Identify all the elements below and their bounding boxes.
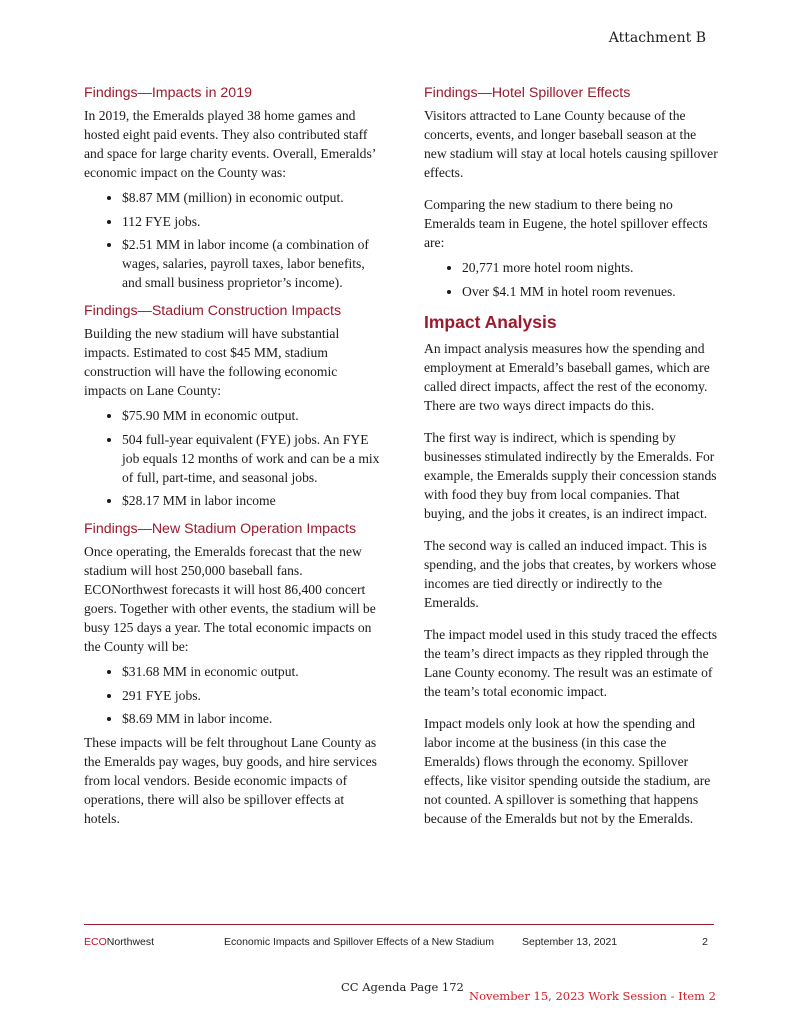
bullet-list-hotel-spillover bbox=[424, 258, 720, 301]
heading-stadium-construction: Findings—Stadium Construction Impacts bbox=[84, 303, 342, 319]
attachment-label: Attachment B bbox=[608, 30, 706, 46]
footer-brand-eco: ECO bbox=[84, 936, 107, 948]
paragraph-impact-analysis-4: The impact model used in this study traced the effects the team’s direct impacts as they rippled through the Lane County economy. The result was an estimate of the team’s total economic impact. bbox=[424, 626, 718, 699]
paragraph-impact-analysis-2: The first way is indirect, which is spending by businesses stimulated indirectly by the Emeralds. For example, the Emeralds supply their concession stands with food they buy from local companies. That buying, and the jobs it creates, is an indirect impact. bbox=[424, 429, 717, 521]
right-column bbox=[424, 84, 720, 841]
bullet-list-stadium-construction bbox=[84, 406, 380, 510]
footer-page-number: 2 bbox=[702, 936, 708, 948]
list-item: • $28.17 MM in labor income bbox=[122, 491, 380, 510]
paragraph-stadium-operation: Once operating, the Emeralds forecast that the new stadium will host 250,000 baseball fans. ECONorthwest forecasts it will host 86,400 concert goers. Together with other events, the stadium will be busy 125 days a year. The total economic impacts on the County will be: bbox=[84, 544, 376, 654]
list-item: • Over $4.1 MM in hotel room revenues. bbox=[462, 282, 720, 301]
paragraph-impact-analysis-1: An impact analysis measures how the spending and employment at Emerald’s baseball games, which are called direct impacts, affect the rest of the economy. There are two ways direct impacts do this. bbox=[424, 340, 710, 413]
list-item: • 20,771 more hotel room nights. bbox=[462, 258, 720, 277]
left-column bbox=[84, 84, 380, 841]
paragraph-stadium-operation-2: These impacts will be felt throughout Lane County as the Emeralds pay wages, buy goods, and hire services from local vendors. Beside economic impacts of operations, there will also be spillover effects at hotels. bbox=[84, 734, 377, 826]
paragraph-impacts-2019: In 2019, the Emeralds played 38 home games and hosted eight paid events. They also contributed staff and space for large charity events. Overall, Emeralds’ economic impact on the County was: bbox=[84, 108, 376, 180]
list-item: • 291 FYE jobs. bbox=[122, 686, 380, 705]
bullet-list-impacts-2019 bbox=[84, 188, 380, 292]
agenda-page-stamp: CC Agenda Page 172 bbox=[341, 980, 464, 994]
paragraph-hotel-spillover-1: Visitors attracted to Lane County because of the concerts, events, and longer baseball season at the new stadium will stay at local hotels causing spillover effects. bbox=[424, 108, 718, 180]
paragraph-impact-analysis-3: The second way is called an induced impact. This is spending, and the jobs that creates, by workers whose incomes are tied directly or indirectly to the Emeralds. bbox=[424, 537, 717, 610]
heading-impact-analysis: Impact Analysis bbox=[424, 311, 557, 332]
work-session-stamp: November 15, 2023 Work Session - Item 2 bbox=[469, 989, 717, 1003]
list-item: • 112 FYE jobs. bbox=[122, 212, 380, 231]
footer-brand bbox=[84, 936, 154, 948]
paragraph-impact-analysis-5: Impact models only look at how the spending and labor income at the business (in this case the Emeralds) flows through the economy. Spillover effects, like visitor spending outside the stadium, are not counted. A spillover is something that happens because of the Emeralds but not by the Emeralds. bbox=[424, 715, 711, 826]
list-item: • $8.87 MM (million) in economic output. bbox=[122, 188, 380, 207]
footer-date: September 13, 2021 bbox=[522, 936, 618, 948]
heading-hotel-spillover: Findings—Hotel Spillover Effects bbox=[424, 85, 631, 101]
footer-document-title: Economic Impacts and Spillover Effects of a New Stadium bbox=[224, 936, 495, 948]
heading-impacts-2019: Findings—Impacts in 2019 bbox=[84, 85, 252, 101]
list-item: • $8.69 MM in labor income. bbox=[122, 709, 380, 728]
list-item: • 504 full-year equivalent (FYE) jobs. An FYE job equals 12 months of work and can be a mix of full, part-time, and seasonal jobs. bbox=[122, 430, 380, 487]
bullet-list-stadium-operation bbox=[84, 662, 380, 728]
footer-divider bbox=[84, 924, 714, 925]
paragraph-stadium-construction: Building the new stadium will have substantial impacts. Estimated to cost $45 MM, stadium construction will have the following economic impacts on Lane County: bbox=[84, 326, 340, 398]
page-footer bbox=[84, 936, 714, 952]
list-item: • $75.90 MM in economic output. bbox=[122, 406, 380, 425]
list-item: • $31.68 MM in economic output. bbox=[122, 662, 380, 681]
paragraph-hotel-spillover-2: Comparing the new stadium to there being no Emeralds team in Eugene, the hotel spillover effects are: bbox=[424, 197, 708, 250]
list-item: • $2.51 MM in labor income (a combination of wages, salaries, payroll taxes, labor benefits, and small business proprietor’s income). bbox=[122, 235, 380, 292]
footer-brand-rest: Northwest bbox=[106, 936, 155, 948]
heading-stadium-operation: Findings—New Stadium Operation Impacts bbox=[84, 521, 357, 537]
